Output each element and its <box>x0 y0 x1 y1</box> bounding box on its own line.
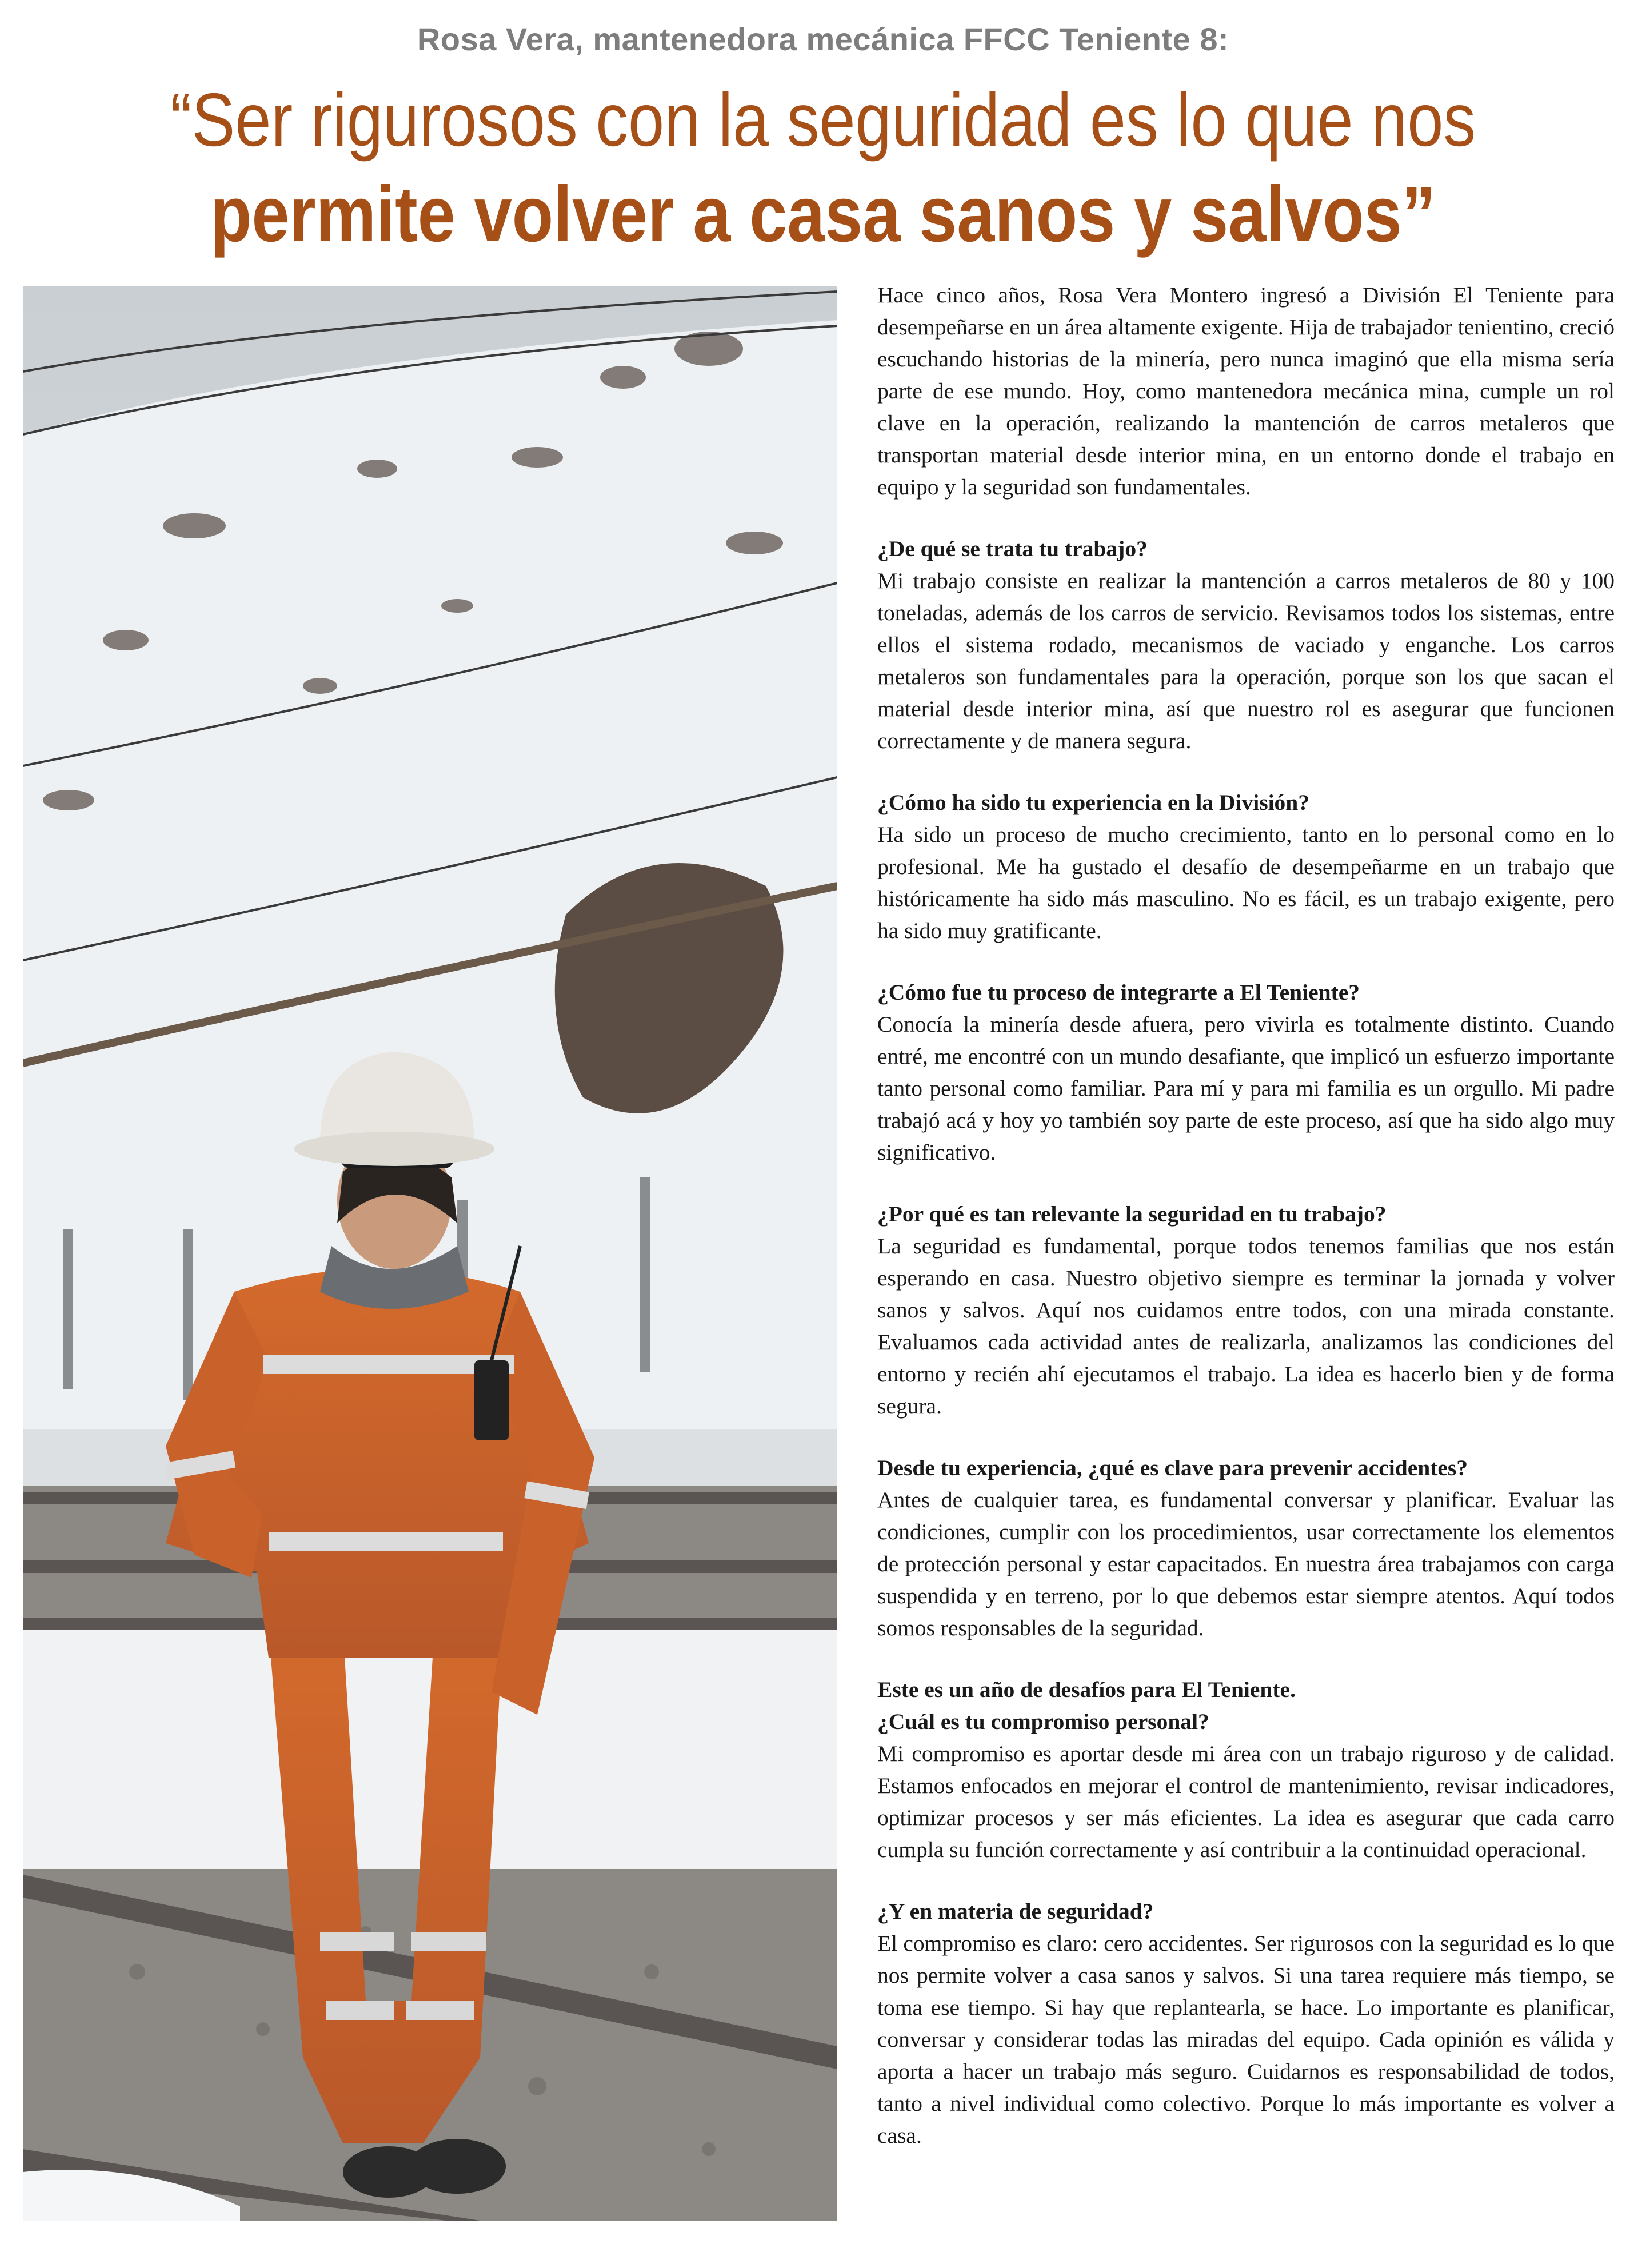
question-2: ¿Cómo ha sido tu experiencia en la División? <box>877 790 1310 815</box>
question-5: Desde tu experiencia, ¿qué es clave para prevenir accidentes? <box>877 1455 1468 1480</box>
answer-2: Ha sido un proceso de mucho crecimiento, tanto en lo personal como en lo profesional. Me ha gustado el desafío de desempeñarme en un trabajo que históricamente ha sido más masculino. No es fácil, es un trabajo exigente, pero ha sido muy gratificante. <box>877 822 1615 943</box>
article-intro: Hace cinco años, Rosa Vera Montero ingresó a División El Teniente para desempeñarse en un área altamente exigente. Hija de trabajador tenientino, creció escuchando historias de la minería, pero nunca imaginó que ella misma sería parte de ese mundo. Hoy, como mantenedora mecánica mina, cumple un rol clave en la operación, realizando la mantención de carros metaleros que transportan material desde interior mina, en un entorno donde el trabajo en equipo y la seguridad son fundamentales. <box>877 282 1615 500</box>
question-6-line-2: ¿Cuál es tu compromiso personal? <box>877 1709 1209 1734</box>
answer-7: El compromiso es claro: cero accidentes. Ser rigurosos con la seguridad es lo que nos permite volver a casa sanos y salvos. Si una tarea requiere más tiempo, se toma ese tiempo. Si hay que replantearla, se hace. Lo importante es planificar, conversar y considerar todas las miradas del equipo. Cada opinión es válida y aporta a hacer un trabajo más seguro. Cuidarnos es responsabilidad de todos, tanto a nivel individual como colectivo. Porque lo más importante es volver a casa. <box>877 1931 1615 2148</box>
headline-line-2: permite volver a casa sanos y salvos” <box>210 170 1436 258</box>
article-kicker: Rosa Vera, mantenedora mecánica FFCC Teniente 8: <box>417 21 1229 57</box>
worker-photo <box>23 286 837 2221</box>
question-3: ¿Cómo fue tu proceso de integrarte a El Teniente? <box>877 980 1360 1005</box>
question-4: ¿Por qué es tan relevante la seguridad en tu trabajo? <box>877 1201 1387 1227</box>
answer-1: Mi trabajo consiste en realizar la mantención a carros metaleros de 80 y 100 toneladas, además de los carros de servicio. Revisamos todos los sistemas, entre ellos el sistema rodado, mecanismos de vaciado y enganche. Los carros metaleros son fundamentales para la operación, porque son los que sacan el material desde interior mina, así que nuestro rol es asegurar que funcionen correctamente y de manera segura. <box>877 568 1615 753</box>
question-6: Este es un año de desafíos para El Teniente. <box>877 1677 1296 1702</box>
answer-5: Antes de cualquier tarea, es fundamental conversar y planificar. Evaluar las condiciones, cumplir con los procedimientos, usar correctamente los elementos de protección personal y estar capacitados. En nuestra área trabajamos con carga suspendida y en terreno, por lo que debemos estar siempre atentos. Aquí todos somos responsables de la seguridad. <box>877 1487 1615 1640</box>
answer-6: Mi compromiso es aportar desde mi área con un trabajo riguroso y de calidad. Estamos enfocados en mejorar el control de mantenimiento, revisar indicadores, optimizar procesos y ser más eficientes. La idea es asegurar que cada carro cumpla su función correctamente y así contribuir a la continuidad operacional. <box>877 1741 1615 1862</box>
headline <box>0 74 1646 263</box>
answer-3: Conocía la minería desde afuera, pero vivirla es totalmente distinto. Cuando entré, me encontré con un mundo desafiante, que implicó un esfuerzo importante tanto personal como familiar. Para mí y para mi familia es un orgullo. Mi padre trabajó acá y hoy yo también soy parte de este proceso, así que ha sido algo muy significativo. <box>877 1012 1615 1165</box>
question-7: ¿Y en materia de seguridad? <box>877 1899 1154 1924</box>
answer-4: La seguridad es fundamental, porque todos tenemos familias que nos están esperando en casa. Nuestro objetivo siempre es terminar la jornada y volver sanos y salvos. Aquí nos cuidamos entre todos, con una mirada constante. Evaluamos cada actividad antes de realizarla, analizamos las condiciones del entorno y recién ahí ejecutamos el trabajo. La idea es hacerlo bien y de forma segura. <box>877 1233 1615 1419</box>
article-body <box>877 279 1615 2151</box>
headline-line-1: “Ser rigurosos con la seguridad es lo que nos <box>170 78 1476 162</box>
question-1: ¿De qué se trata tu trabajo? <box>877 536 1148 561</box>
